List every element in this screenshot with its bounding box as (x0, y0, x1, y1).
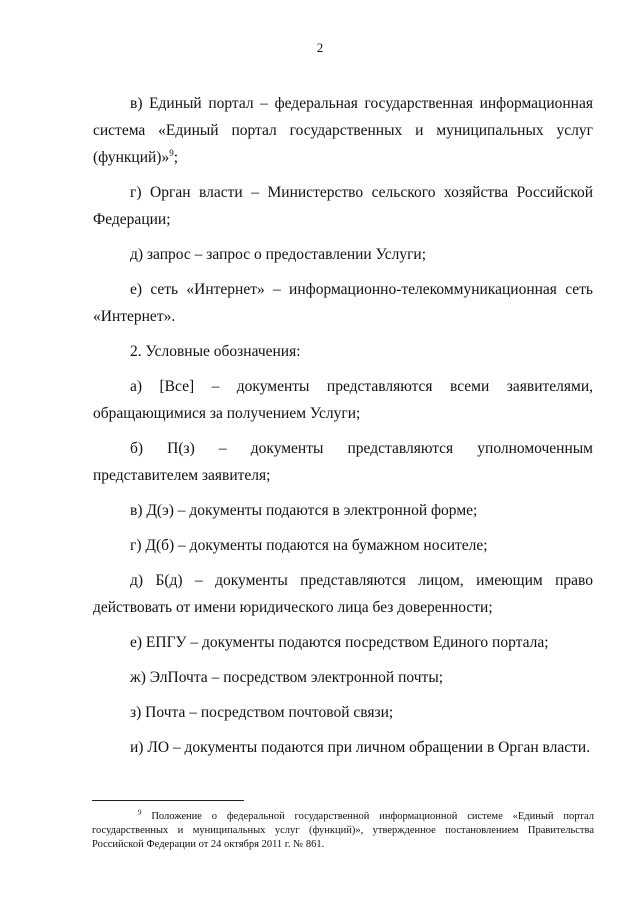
symbol-email: ж) ЭлПочта – посредством электронной почты; (130, 669, 444, 686)
symbol-post: з) Почта – посредством почтовой связи; (130, 704, 394, 721)
symbol-in-person: и) ЛО – документы подаются при личном обращении в Орган власти. (130, 739, 591, 756)
paragraph-text: в) Единый портал – федеральная государственная информационная система «Единый портал государственных и муниципальных услуг (функций)» (93, 95, 593, 166)
document-body (93, 90, 593, 761)
footnote-marker: 9 (138, 808, 142, 817)
symbol-paper: г) Д(б) – документы подаются на бумажном носителе; (130, 537, 488, 554)
symbol-without-power-of-attorney: д) Б(д) – документы представляются лицом, имеющим право действовать от имени юридического лица без доверенности; (93, 572, 593, 616)
symbol-all: а) [Все] – документы представляются всеми заявителями, обращающимися за получением Услуги; (93, 378, 593, 422)
page-number: 2 (316, 40, 324, 55)
paragraph-request: д) запрос – запрос о предоставлении Услуги; (130, 246, 427, 263)
footnote-text: Положение о федеральной государственной информационной системе «Единый портал государственных и муниципальных услуг (функций)», утвержденное постановлением Правительства Российской Федерации от 24 октября 2011 г. № 861. (92, 811, 595, 850)
paragraph-unified-portal (93, 90, 593, 171)
paragraph-internet: е) сеть «Интернет» – информационно-телекоммуникационная сеть «Интернет». (93, 281, 593, 325)
footnote-reference: 9 (169, 147, 174, 158)
symbol-representative: б) П(з) – документы представляются уполномоченным представителем заявителя; (93, 440, 593, 484)
footnote-divider (92, 800, 244, 801)
paragraph-suffix: ; (173, 149, 179, 166)
section-heading-symbols: 2. Условные обозначения: (130, 343, 301, 360)
symbol-electronic: в) Д(э) – документы подаются в электронной форме; (130, 502, 478, 519)
footnote (92, 810, 594, 852)
paragraph-authority: г) Орган власти – Министерство сельского хозяйства Российской Федерации; (93, 184, 593, 228)
symbol-epgu: е) ЕПГУ – документы подаются посредством Единого портала; (130, 634, 549, 651)
